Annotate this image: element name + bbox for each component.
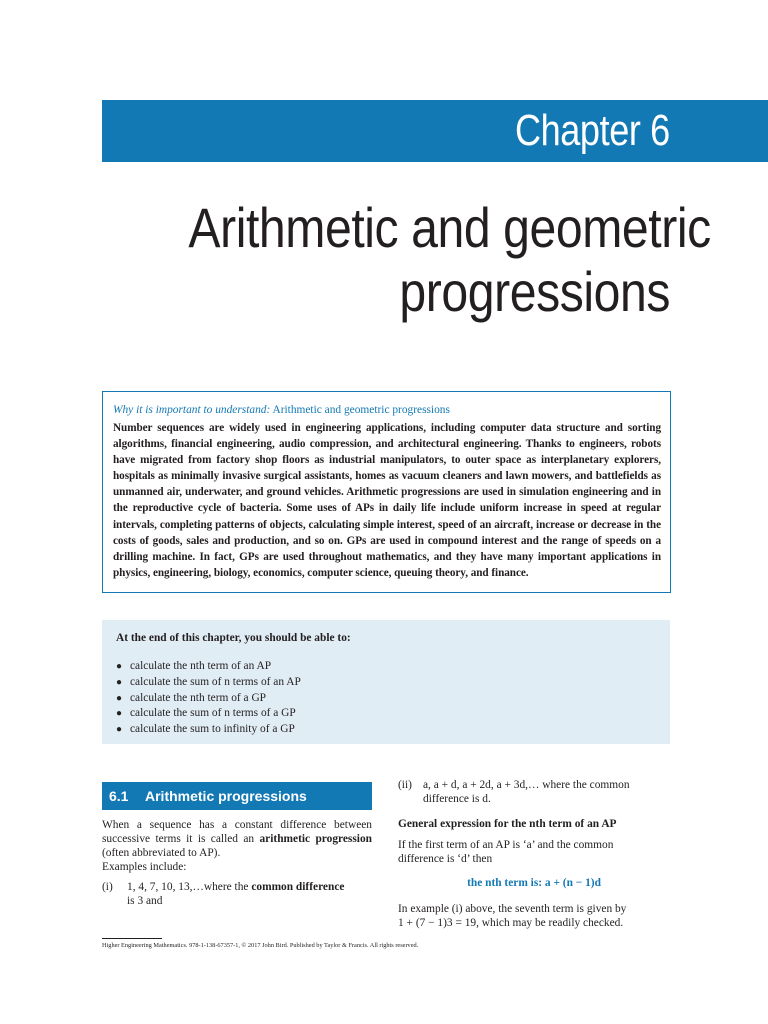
chapter-title-line-2: progressions: [399, 260, 670, 323]
outcome-item: [116, 691, 301, 707]
outcome-text: calculate the sum of n terms of an AP: [130, 675, 301, 688]
section-intro: [102, 818, 372, 860]
section-title: Arithmetic progressions: [145, 788, 307, 804]
example-text-line-2: 1 + (7 − 1)3 = 19, which may be readily checked.: [398, 917, 624, 929]
outcome-item: [116, 706, 301, 722]
learning-outcomes-box: [102, 620, 670, 744]
footer-rule: [102, 938, 162, 939]
example-item-1: [102, 880, 372, 908]
chapter-label: Chapter 6: [515, 106, 670, 155]
why-heading: [113, 402, 661, 418]
outcome-text: calculate the sum to infinity of a GP: [130, 723, 295, 736]
outcome-text: calculate the nth term of an AP: [130, 660, 272, 672]
left-column: [102, 782, 372, 908]
example-line: a, a + d, a + 2d, a + 3d,… where the common: [423, 779, 630, 791]
bullet-icon: ●: [116, 661, 123, 672]
example-label: (i): [102, 881, 113, 893]
outcome-item: [116, 722, 301, 738]
outcome-text: calculate the nth term of a GP: [130, 691, 267, 704]
bullet-icon: ●: [116, 708, 123, 720]
outcomes-heading: At the end of this chapter, you should be able to:: [116, 632, 351, 644]
example-label: (ii): [398, 779, 412, 791]
chapter-title-line-1: Arithmetic and geometric: [188, 196, 711, 259]
bullet-icon: ●: [116, 724, 123, 736]
general-text-line-1: If the first term of an AP is ‘a’ and the common: [398, 839, 614, 851]
section-heading: [102, 782, 372, 810]
chapter-title: [188, 196, 711, 324]
general-expression-heading: General expression for the nth term of an AP: [398, 818, 617, 830]
outcome-item: [116, 659, 301, 675]
intro-text-end: (often abbreviated to AP).: [102, 847, 221, 859]
why-important-box: [102, 391, 671, 593]
section-number: 6.1: [109, 788, 129, 804]
outcomes-list: [116, 659, 301, 738]
outcome-text: calculate the sum of n terms of a GP: [130, 707, 296, 720]
example-item-2: [398, 778, 670, 806]
outcome-item: [116, 675, 301, 691]
example-line-2: is 3 and: [127, 895, 163, 907]
example-line: [127, 880, 372, 894]
bullet-icon: ●: [116, 676, 123, 688]
right-column: [398, 778, 670, 930]
examples-label: Examples include:: [102, 861, 187, 873]
why-body: Number sequences are widely used in engineering applications, including computer data structure and sorting algorithms, financial engineering, audio compression, and architectural engineering. Thanks to engineers, robots have migrated from factory shop floors as industrial manipulators, to outer space as interplanetary explorers, hospitals as minimally invasive surgical assistants, homes as vacuum cleaners and lawn mowers, and battlefields as unmanned air, underwater, and ground vehicles. Arithmetic progressions are used in simulation engineering and in the reproductive cycle of bacteria. Some uses of APs in daily life include uniform increase in speed at regular intervals, completing patterns of objects, calculating simple interest, speed of an aircraft, increase or decrease in the costs of goods, sales and production, and so on. GPs are used in compound interest and the range of speeds on a drilling machine. In fact, GPs are used throughout mathematics, and they have many important applications in physics, engineering, biology, economics, computer science, queuing theory, and finance.: [113, 422, 661, 579]
intro-text: When a sequence has a constant difference between successive terms it is called an: [102, 819, 372, 845]
general-text-line-2: difference is ‘d’ then: [398, 853, 493, 865]
example-text: 1, 4, 7, 10, 13,…where the: [127, 881, 252, 893]
bullet-icon: ●: [116, 692, 123, 704]
why-heading-topic: Arithmetic and geometric progressions: [270, 404, 450, 416]
example-term: common difference: [251, 881, 345, 893]
intro-term: arithmetic progression: [259, 833, 372, 845]
nth-term-formula: the nth term is: a + (n − 1)d: [467, 877, 601, 889]
why-heading-italic: Why it is important to understand:: [113, 404, 271, 416]
footer-copyright: Higher Engineering Mathematics. 978-1-138-67357-1, © 2017 John Bird. Published by Taylor & Francis. All rights reserved.: [102, 942, 419, 949]
example-text-line-1: In example (i) above, the seventh term is given by: [398, 903, 627, 915]
example-line-2: difference is d.: [423, 793, 491, 805]
